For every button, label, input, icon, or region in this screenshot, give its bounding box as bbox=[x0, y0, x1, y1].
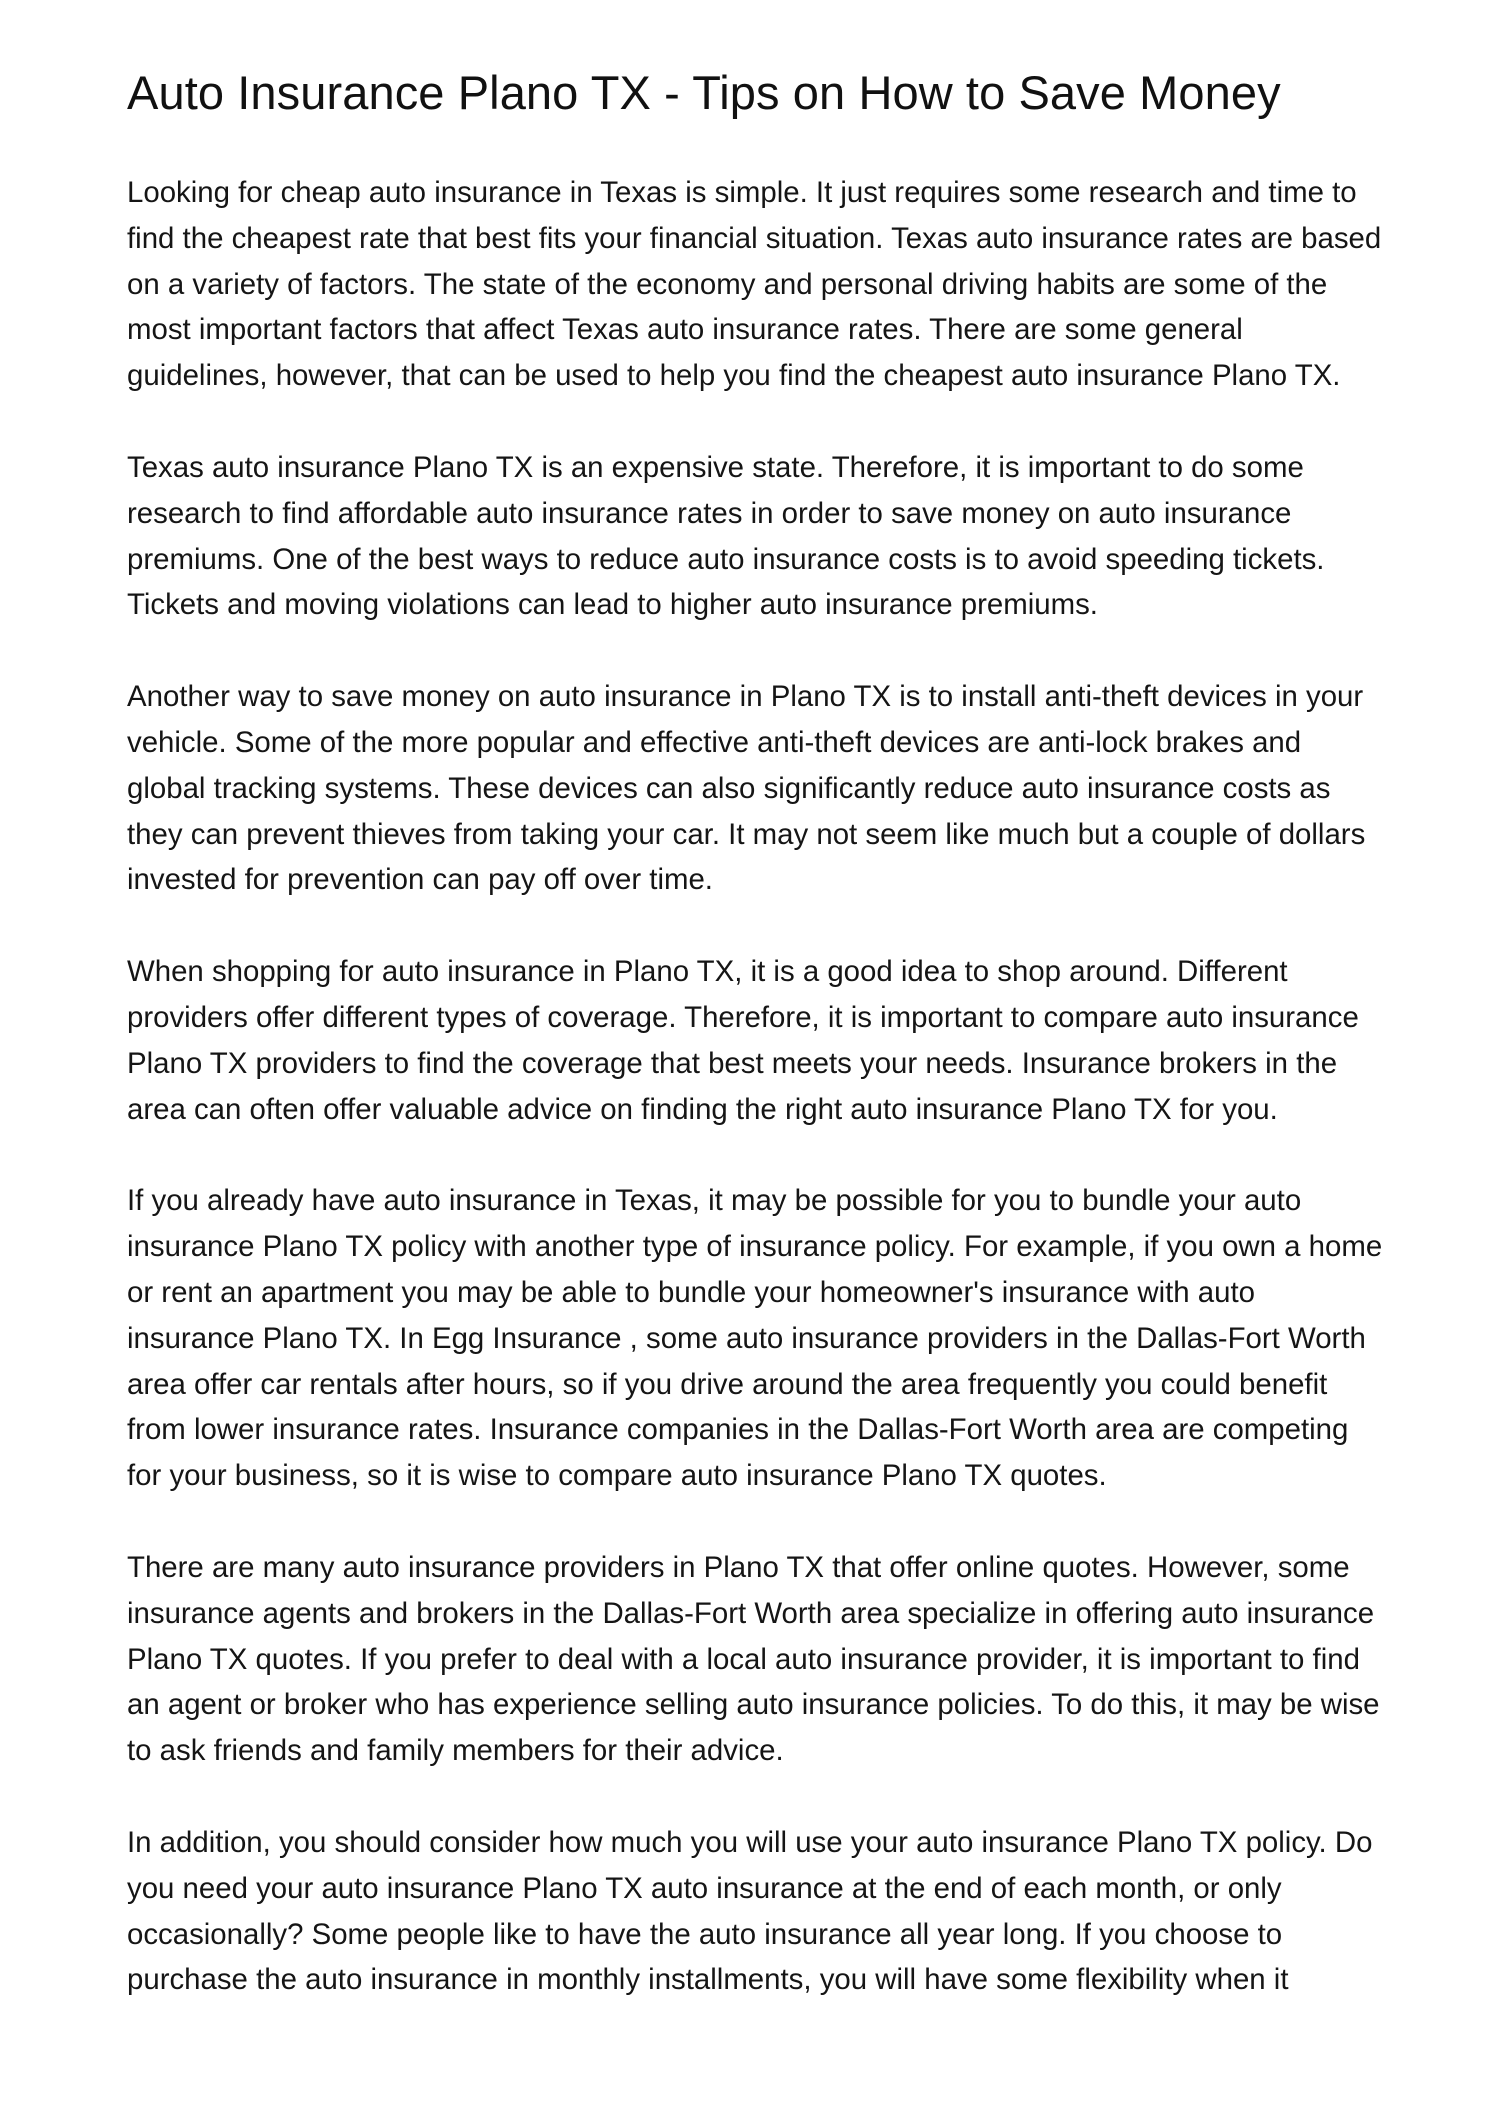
document-body bbox=[127, 170, 1387, 2003]
document-page bbox=[127, 0, 1387, 2049]
paragraph-7: In addition, you should consider how much you will use your auto insurance Plano TX policy. Do you need your auto insurance Plano TX auto insurance at the end of each month, or only occasionally? Some people like to have the auto insurance all year long. If you choose to purchase the auto insurance in monthly installments, you will have some flexibility when it bbox=[127, 1825, 1373, 1997]
paragraph-4: When shopping for auto insurance in Plano TX, it is a good idea to shop around. Different providers offer different types of coverage. Therefore, it is important to compare auto insurance Plano TX providers to find the coverage that best meets your needs. Insurance brokers in the area can often offer valuable advice on finding the right auto insurance Plano TX for you. bbox=[127, 955, 1359, 1126]
paragraph-2: Texas auto insurance Plano TX is an expensive state. Therefore, it is important to do some research to find affordable auto insurance rates in order to save money on auto insurance premiums. One of the best ways to reduce auto insurance costs is to avoid speeding tickets. Tickets and moving violations can lead to higher auto insurance premiums. bbox=[127, 450, 1325, 622]
document-title: Auto Insurance Plano TX - Tips on How to Save Money bbox=[127, 66, 1281, 119]
paragraph-6: There are many auto insurance providers in Plano TX that offer online quotes. However, some insurance agents and brokers in the Dallas-Fort Worth area specialize in offering auto insurance Plano TX quotes. If you prefer to deal with a local auto insurance provider, it is important to find an agent or broker who has experience selling auto insurance policies. To do this, it may be wise to ask friends and family members for their advice. bbox=[127, 1550, 1380, 1768]
paragraph-1: Looking for cheap auto insurance in Texas is simple. It just requires some research and time to find the cheapest rate that best fits your financial situation. Texas auto insurance rates are based on a variety of factors. The state of the economy and personal driving habits are some of the most important factors that affect Texas auto insurance rates. There are some general guidelines, however, that can be used to help you find the cheapest auto insurance Plano TX. bbox=[127, 176, 1382, 393]
paragraph-5: If you already have auto insurance in Texas, it may be possible for you to bundle your auto insurance Plano TX policy with another type of insurance policy. For example, if you own a home or rent an apartment you may be able to bundle your homeowner's insurance with auto insurance Plano TX. In Egg Insurance , some auto insurance providers in the Dallas-Fort Worth area offer car rentals after hours, so if you drive around the area frequently you could benefit from lower insurance rates. Insurance companies in the Dallas-Fort Worth area are competing for your business, so it is wise to compare auto insurance Plano TX quotes. bbox=[127, 1184, 1383, 1493]
paragraph-3: Another way to save money on auto insurance in Plano TX is to install anti-theft devices in your vehicle. Some of the more popular and effective anti-theft devices are anti-lock brakes and global tracking systems. These devices can also significantly reduce auto insurance costs as they can prevent thieves from taking your car. It may not seem like much but a couple of dollars invested for prevention can pay off over time. bbox=[127, 680, 1366, 897]
